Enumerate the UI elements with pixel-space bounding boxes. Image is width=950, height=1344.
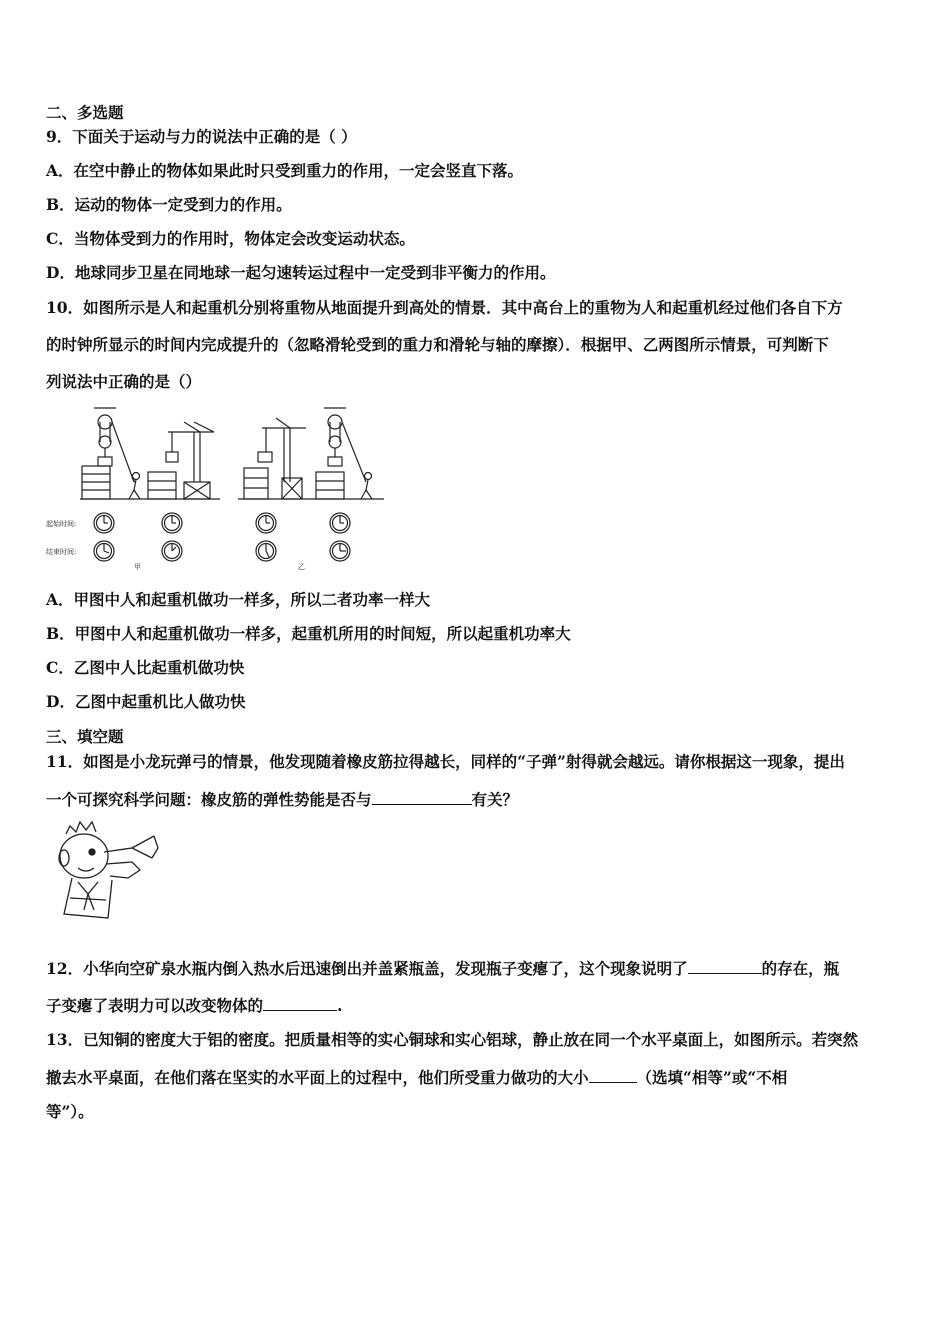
q9-option-b: B．运动的物体一定受到力的作用。 bbox=[46, 195, 292, 214]
q13-stem-line3: 等”）。 bbox=[46, 1102, 94, 1121]
q13-answer-blank[interactable] bbox=[589, 1067, 637, 1083]
q9-stem: 9．下面关于运动与力的说法中正确的是（ ） bbox=[46, 127, 357, 146]
q10-figure-yi-label: 乙 bbox=[298, 563, 305, 571]
q12-text-after-blank: 的存在，瓶 bbox=[761, 959, 840, 978]
q13-text-before-blank: 撤去水平桌面，在他们落在坚实的水平面上的过程中，他们所受重力做功的大小 bbox=[46, 1068, 589, 1087]
q10-option-a: A．甲图中人和起重机做功一样多，所以二者功率一样大 bbox=[46, 590, 431, 609]
q12-line2-text: 子变瘪了表明力可以改变物体的 bbox=[46, 996, 264, 1015]
section-fill-blank-title: 三、填空题 bbox=[46, 727, 124, 746]
q10-start-time-label: 起始时间: bbox=[46, 520, 77, 528]
q10-option-d: D．乙图中起重机比人做功快 bbox=[46, 692, 246, 711]
q10-end-time-label: 结束时间: bbox=[46, 548, 77, 556]
q11-answer-blank[interactable] bbox=[372, 789, 472, 805]
q12-stem-line1 bbox=[46, 958, 839, 979]
q10-figure bbox=[44, 402, 394, 574]
q9-option-c: C．当物体受到力的作用时，物体定会改变运动状态。 bbox=[46, 229, 415, 248]
q11-stem-line1: 11．如图是小龙玩弹弓的情景，他发现随着橡皮筋拉得越长，同样的“子弹”射得就会越远。请你根据这一现象，提出 bbox=[46, 752, 845, 771]
q11-text-before-blank: 一个可探究科学问题：橡皮筋的弹性势能是否与 bbox=[46, 790, 372, 809]
q10-option-c: C．乙图中人比起重机做功快 bbox=[46, 658, 245, 677]
q10-option-b: B．甲图中人和起重机做功一样多，起重机所用的时间短，所以起重机功率大 bbox=[46, 624, 571, 643]
q11-text-after-blank: 有关？ bbox=[471, 790, 519, 809]
q12-text-before-blank: 12．小华向空矿泉水瓶内倒入热水后迅速倒出并盖紧瓶盖，发现瓶子变瘪了，这个现象说明了 bbox=[46, 959, 688, 978]
q12-answer-blank-2[interactable] bbox=[263, 995, 337, 1011]
q11-stem-line2 bbox=[46, 789, 518, 810]
q9-option-a: A．在空中静止的物体如果此时只受到重力的作用，一定会竖直下落。 bbox=[46, 161, 524, 180]
section-multi-choice-title: 二、多选题 bbox=[46, 103, 124, 122]
q12-answer-blank-1[interactable] bbox=[688, 958, 762, 974]
q13-stem-line2 bbox=[46, 1067, 787, 1088]
q11-slingshot-figure bbox=[48, 818, 172, 928]
q10-stem-line3: 列说法中正确的是（） bbox=[46, 372, 202, 391]
q10-stem-line1: 10．如图所示是人和起重机分别将重物从地面提升到高处的情景．其中高台上的重物为人和起重机经过他们各自下方 bbox=[46, 298, 843, 317]
q9-option-d: D．地球同步卫星在同地球一起匀速转运过程中一定受到非平衡力的作用。 bbox=[46, 263, 556, 282]
q13-text-after-blank: （选填“相等”或“不相 bbox=[636, 1068, 788, 1087]
q10-stem-line2: 的时钟所显示的时间内完成提升的（忽略滑轮受到的重力和滑轮与轴的摩擦）．根据甲、乙两图所示情景，可判断下 bbox=[46, 335, 829, 354]
q13-stem-line1: 13．已知铜的密度大于铝的密度。把质量相等的实心铜球和实心铝球，静止放在同一个水平桌面上，如图所示。若突然 bbox=[46, 1030, 859, 1049]
q12-stem-line2 bbox=[46, 995, 342, 1016]
q10-figure-jia-label: 甲 bbox=[134, 563, 141, 571]
q12-line2-end: . bbox=[337, 996, 343, 1015]
